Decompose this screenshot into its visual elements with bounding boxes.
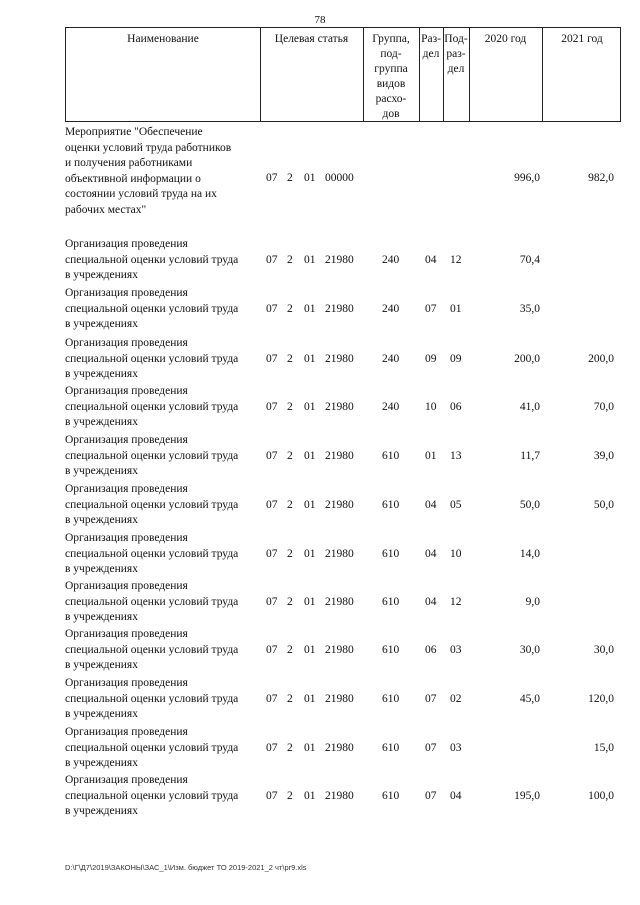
row-name: Организация проведения специальной оценки условий труда в учреждениях	[65, 238, 239, 281]
value-2021: 15,0	[593, 741, 614, 754]
value-2020: 41,0	[519, 400, 540, 413]
value-2021: 39,0	[593, 449, 614, 462]
code-group: 240	[382, 352, 400, 365]
row-name: Организация проведения специальной оценки условий труда в учреждениях	[65, 434, 239, 477]
value-2020: 50,0	[519, 498, 540, 511]
code-podrazdel: 12	[450, 253, 462, 266]
code-podrazdel: 05	[450, 498, 462, 511]
value-2020: 35,0	[519, 302, 540, 315]
value-2020: 14,0	[519, 547, 540, 560]
code-podrazdel: 06	[450, 400, 462, 413]
row-name: Организация проведения специальной оценки условий труда в учреждениях	[65, 774, 239, 817]
file-path-footer: D:\Г\Д7\2019\ЗАКОНЫ\ЗАС_1\Изм. бюджет ТО 2019-2021_2 чт\pr9.xls	[65, 863, 307, 872]
value-2020: 200,0	[514, 352, 540, 365]
value-2020: 30,0	[519, 643, 540, 656]
code-direction: 21980	[325, 302, 354, 315]
code-razdel: 06	[425, 643, 437, 656]
code-subprogram: 2	[287, 498, 293, 511]
code-direction: 21980	[325, 789, 354, 802]
code-program: 07	[266, 643, 278, 656]
code-program: 07	[266, 172, 278, 184]
code-program: 07	[266, 547, 278, 560]
value-2021: 50,0	[593, 498, 614, 511]
code-razdel: 04	[425, 595, 437, 608]
code-direction: 21980	[325, 692, 354, 705]
code-podrazdel: 04	[450, 789, 462, 802]
code-razdel: 09	[425, 352, 437, 365]
code-razdel: 04	[425, 498, 437, 511]
code-razdel: 07	[425, 741, 437, 754]
code-main-event: 01	[304, 253, 316, 266]
row-name: Организация проведения специальной оценки условий труда в учреждениях	[65, 483, 239, 526]
header-group: Группа, под- группа видов расхо- дов	[372, 33, 410, 120]
code-group: 610	[382, 595, 400, 608]
code-program: 07	[266, 352, 278, 365]
code-direction: 21980	[325, 547, 354, 560]
code-program: 07	[266, 498, 278, 511]
value-2020: 996,0	[514, 172, 540, 184]
code-podrazdel: 01	[450, 302, 462, 315]
header-2021: 2021 год	[561, 33, 603, 45]
code-subprogram: 2	[287, 449, 293, 462]
code-razdel: 10	[425, 400, 437, 413]
code-main-event: 01	[304, 789, 316, 802]
value-2020: 195,0	[514, 789, 540, 802]
row-name: Мероприятие "Обеспечение оценки условий труда работников и получения работниками объективной информации о состоянии условий труда на их рабочих местах"	[65, 126, 232, 216]
code-program: 07	[266, 741, 278, 754]
code-main-event: 01	[304, 692, 316, 705]
code-subprogram: 2	[287, 643, 293, 656]
header-podrazdel: Под- раз- дел	[444, 33, 468, 75]
value-2020: 11,7	[520, 449, 540, 462]
code-direction: 21980	[325, 595, 354, 608]
code-razdel: 04	[425, 547, 437, 560]
row-name: Организация проведения специальной оценки условий труда в учреждениях	[65, 580, 239, 623]
row-name: Организация проведения специальной оценки условий труда в учреждениях	[65, 726, 239, 769]
code-subprogram: 2	[287, 692, 293, 705]
value-2021: 100,0	[588, 789, 614, 802]
code-direction: 00000	[325, 172, 354, 184]
value-2021: 70,0	[593, 400, 614, 413]
code-group: 610	[382, 741, 400, 754]
table-header	[65, 27, 621, 122]
page-number: 78	[314, 14, 326, 26]
code-direction: 21980	[325, 643, 354, 656]
code-direction: 21980	[325, 352, 354, 365]
code-podrazdel: 10	[450, 547, 462, 560]
code-direction: 21980	[325, 741, 354, 754]
code-main-event: 01	[304, 741, 316, 754]
code-main-event: 01	[304, 498, 316, 511]
code-program: 07	[266, 449, 278, 462]
code-main-event: 01	[304, 449, 316, 462]
code-main-event: 01	[304, 302, 316, 315]
code-group: 610	[382, 789, 400, 802]
row-name: Организация проведения специальной оценки условий труда в учреждениях	[65, 287, 239, 330]
code-razdel: 04	[425, 253, 437, 266]
value-2021: 982,0	[588, 172, 614, 184]
code-group: 610	[382, 692, 400, 705]
code-subprogram: 2	[287, 741, 293, 754]
row-name: Организация проведения специальной оценки условий труда в учреждениях	[65, 385, 239, 428]
row-name: Организация проведения специальной оценки условий труда в учреждениях	[65, 628, 239, 671]
code-subprogram: 2	[287, 253, 293, 266]
code-podrazdel: 12	[450, 595, 462, 608]
code-group: 240	[382, 400, 400, 413]
code-subprogram: 2	[287, 352, 293, 365]
code-main-event: 01	[304, 352, 316, 365]
code-group: 610	[382, 498, 400, 511]
code-main-event: 01	[304, 595, 316, 608]
code-podrazdel: 02	[450, 692, 462, 705]
code-group: 610	[382, 547, 400, 560]
code-group: 610	[382, 449, 400, 462]
code-program: 07	[266, 302, 278, 315]
code-subprogram: 2	[287, 789, 293, 802]
code-subprogram: 2	[287, 302, 293, 315]
code-subprogram: 2	[287, 595, 293, 608]
code-program: 07	[266, 595, 278, 608]
code-subprogram: 2	[287, 172, 293, 184]
code-main-event: 01	[304, 547, 316, 560]
value-2020: 70,4	[519, 253, 540, 266]
code-razdel: 01	[425, 449, 437, 462]
value-2020: 45,0	[519, 692, 540, 705]
row-name: Организация проведения специальной оценки условий труда в учреждениях	[65, 337, 239, 380]
code-direction: 21980	[325, 253, 354, 266]
code-subprogram: 2	[287, 400, 293, 413]
code-direction: 21980	[325, 400, 354, 413]
value-2020: 9,0	[525, 595, 540, 608]
row-name: Организация проведения специальной оценки условий труда в учреждениях	[65, 677, 239, 720]
code-direction: 21980	[325, 498, 354, 511]
row-name: Организация проведения специальной оценки условий труда в учреждениях	[65, 532, 239, 575]
value-2021: 120,0	[588, 692, 614, 705]
code-program: 07	[266, 400, 278, 413]
code-razdel: 07	[425, 789, 437, 802]
code-subprogram: 2	[287, 547, 293, 560]
code-podrazdel: 03	[450, 643, 462, 656]
code-razdel: 07	[425, 692, 437, 705]
code-program: 07	[266, 692, 278, 705]
header-razdel: Раз- дел	[421, 33, 441, 60]
code-main-event: 01	[304, 400, 316, 413]
code-podrazdel: 13	[450, 449, 462, 462]
code-podrazdel: 03	[450, 741, 462, 754]
code-main-event: 01	[304, 643, 316, 656]
value-2021: 30,0	[593, 643, 614, 656]
code-program: 07	[266, 789, 278, 802]
code-program: 07	[266, 253, 278, 266]
value-2021: 200,0	[588, 352, 614, 365]
code-main-event: 01	[304, 172, 316, 184]
header-target: Целевая статья	[274, 33, 349, 45]
code-group: 240	[382, 253, 400, 266]
header-2020: 2020 год	[484, 33, 527, 45]
header-name: Наименование	[127, 33, 199, 45]
code-group: 610	[382, 643, 400, 656]
code-direction: 21980	[325, 449, 354, 462]
code-razdel: 07	[425, 302, 437, 315]
code-group: 240	[382, 302, 400, 315]
code-podrazdel: 09	[450, 352, 462, 365]
